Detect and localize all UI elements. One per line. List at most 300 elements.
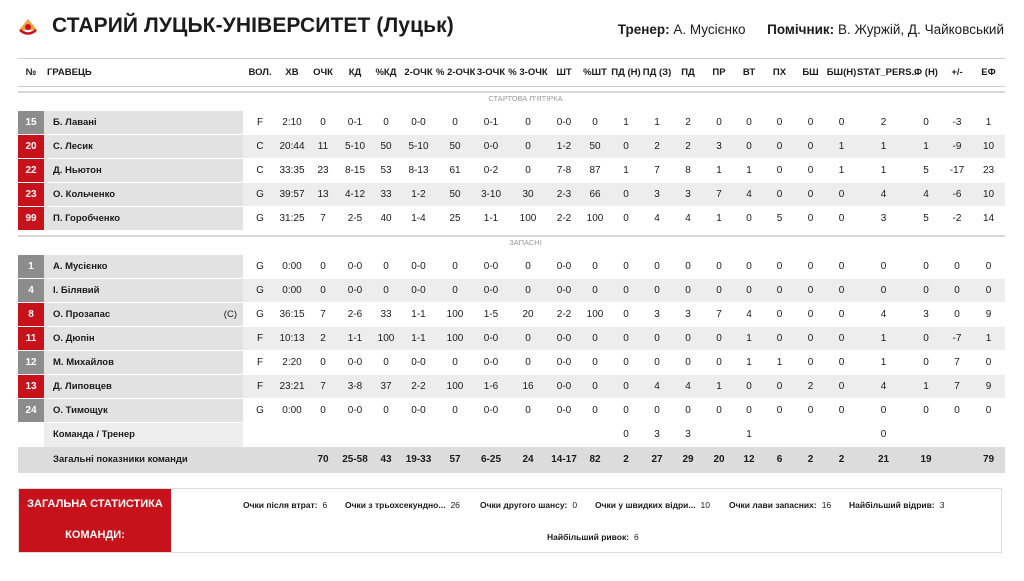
stat-stl: 0 [764,279,795,303]
stat-blka: 0 [826,183,857,207]
player-name[interactable] [44,351,243,375]
stat-ft: 1-2 [548,135,580,159]
coach-stat-oreb: 0 [610,423,642,447]
coach-stat-p2 [401,423,436,447]
player-name-text: А. Мусієнко [53,260,108,272]
player-row[interactable] [18,255,1005,279]
stat-fg: 0-0 [339,399,371,423]
stat-ft: 0-0 [548,351,580,375]
column-header[interactable]: ЕФ [972,59,1005,87]
stat-ast: 7 [704,183,734,207]
stat-pos: F [243,375,277,399]
stat-ft: 0-0 [548,255,580,279]
stat-tov: 4 [734,303,764,327]
stat-p3: 1-5 [474,303,508,327]
stat-p3p: 100 [508,207,548,231]
stat-min: 31:25 [277,207,307,231]
stat-ft: 0-0 [548,279,580,303]
stat-fd: 5 [910,207,942,231]
jersey-number: 23 [18,183,44,207]
jersey-number: 12 [18,351,44,375]
player-name-text: О. Прозапас [53,309,111,320]
stat-pts: 0 [307,255,339,279]
stat-ftp: 100 [580,207,610,231]
stat-p2p: 50 [436,135,474,159]
stat-ftp: 0 [580,279,610,303]
total-stat-p2: 19-33 [401,447,436,473]
stat-ftp: 66 [580,183,610,207]
coach-stat-tov: 1 [734,423,764,447]
stat-tov: 0 [734,135,764,159]
stat-pts: 23 [307,159,339,183]
player-row[interactable] [18,111,1005,135]
stat-dreb: 0 [642,399,672,423]
stat-fg: 4-12 [339,183,371,207]
jersey-number: 24 [18,399,44,423]
coach-stat-eff [972,423,1005,447]
stat-fgp: 0 [371,111,401,135]
stat-fd: 3 [910,303,942,327]
stat-dreb: 4 [642,375,672,399]
stat-min: 33:35 [277,159,307,183]
player-row[interactable] [18,399,1005,423]
stat-p3: 0-0 [474,399,508,423]
stat-ft: 0-0 [548,399,580,423]
stat-stat: 0 [857,279,910,303]
stat-reb: 0 [672,351,704,375]
stat-blka: 0 [826,111,857,135]
summary-tag-line1: ЗАГАЛЬНА СТАТИСТИКА [27,498,163,510]
player-name[interactable] [44,279,243,303]
stat-fgp: 33 [371,303,401,327]
column-header[interactable]: +/- [942,59,972,87]
stat-ast: 0 [704,327,734,351]
stat-p2: 1-1 [401,327,436,351]
stat-blk: 0 [795,399,826,423]
stat-blka: 0 [826,279,857,303]
stat-p3p: 30 [508,183,548,207]
stat-ftp: 0 [580,255,610,279]
column-header[interactable]: Ф (Н) [910,59,942,87]
stat-fgp: 40 [371,207,401,231]
stat-pos: C [243,135,277,159]
stat-p2: 2-2 [401,375,436,399]
total-stat-ast: 20 [704,447,734,473]
column-header[interactable]: % 3-ОЧК [508,59,548,87]
stat-blka: 0 [826,303,857,327]
section-label [18,87,1005,111]
stat-ftp: 0 [580,351,610,375]
stat-pm: -3 [942,111,972,135]
player-row[interactable] [18,135,1005,159]
stat-fg: 0-1 [339,111,371,135]
stat-ast: 3 [704,135,734,159]
player-name[interactable] [44,327,243,351]
stat-p2p: 100 [436,303,474,327]
stat-tov: 0 [734,255,764,279]
stat-p2: 1-2 [401,183,436,207]
column-header[interactable]: % 2-ОЧК [436,59,474,87]
player-name-text: П. Горобченко [53,213,121,224]
stat-p2: 1-4 [401,207,436,231]
column-header[interactable]: БШ [795,59,826,87]
stat-pos: G [243,255,277,279]
stat-stat: 3 [857,207,910,231]
stat-dreb: 7 [642,159,672,183]
stat-ast: 1 [704,207,734,231]
coach-stat-dreb: 3 [642,423,672,447]
total-stat-fd: 19 [910,447,942,473]
stat-tov: 0 [734,399,764,423]
stat-stat: 1 [857,351,910,375]
stat-pm: -9 [942,135,972,159]
stat-eff: 0 [972,255,1005,279]
player-row[interactable] [18,351,1005,375]
stat-p3p: 0 [508,255,548,279]
coach-stat-pts [307,423,339,447]
stat-p2p: 50 [436,183,474,207]
stat-pts: 0 [307,351,339,375]
stat-ftp: 87 [580,159,610,183]
stat-eff: 14 [972,207,1005,231]
stat-pos: G [243,279,277,303]
captain-mark: (C) [223,309,237,320]
player-row[interactable] [18,207,1005,231]
player-row[interactable] [18,327,1005,351]
column-header[interactable]: ПР [704,59,734,87]
stat-eff: 1 [972,327,1005,351]
column-header[interactable]: ПД [672,59,704,87]
column-header[interactable]: БШ(Н) [826,59,857,87]
stat-stat: 1 [857,135,910,159]
assistant-label: Помічник: [767,22,835,37]
stat-fgp: 0 [371,255,401,279]
stat-ast: 0 [704,255,734,279]
totals-label: Загальні показники команди [44,447,243,473]
stat-pts: 2 [307,327,339,351]
stat-reb: 0 [672,279,704,303]
column-header[interactable]: %КД [371,59,401,87]
stat-reb: 2 [672,135,704,159]
total-stat-pos [243,447,277,473]
total-stat-pm [942,447,972,473]
stat-fd: 0 [910,399,942,423]
stat-eff: 1 [972,111,1005,135]
stat-min: 2:10 [277,111,307,135]
stat-reb: 4 [672,207,704,231]
stat-fd: 5 [910,159,942,183]
stat-p2p: 0 [436,255,474,279]
total-stat-dreb: 27 [642,447,672,473]
total-stat-reb: 29 [672,447,704,473]
stat-stl: 1 [764,351,795,375]
jersey-number: 22 [18,159,44,183]
player-row[interactable] [18,375,1005,399]
player-row[interactable] [18,183,1005,207]
column-header[interactable]: ШТ [548,59,580,87]
stat-reb: 0 [672,327,704,351]
player-name[interactable] [44,135,243,159]
stat-p3p: 0 [508,279,548,303]
stat-p2: 0-0 [401,255,436,279]
stat-tov: 1 [734,351,764,375]
section-divider [18,231,1005,255]
stat-p3p: 20 [508,303,548,327]
stat-min: 0:00 [277,255,307,279]
stat-oreb: 1 [610,111,642,135]
column-header[interactable]: № [18,59,44,87]
stat-pm: 0 [942,303,972,327]
stat-eff: 0 [972,399,1005,423]
stat-fg: 3-8 [339,375,371,399]
stat-blka: 0 [826,375,857,399]
stat-ast: 0 [704,399,734,423]
column-header[interactable]: ХВ [277,59,307,87]
total-stat-ft: 14-17 [548,447,580,473]
jersey-number: 15 [18,111,44,135]
stat-stat: 4 [857,303,910,327]
team-header [0,0,1024,58]
stat-blk: 0 [795,183,826,207]
stat-p2: 1-1 [401,303,436,327]
player-name-text: О. Тимощук [53,405,108,416]
coach-number-cell [18,423,44,447]
stat-p3p: 0 [508,135,548,159]
stat-ft: 0-0 [548,111,580,135]
stat-p3: 0-2 [474,159,508,183]
stat-ft: 0-0 [548,327,580,351]
stat-pm: 0 [942,279,972,303]
stat-oreb: 0 [610,135,642,159]
stat-stat: 4 [857,375,910,399]
player-name[interactable] [44,303,243,327]
stat-dreb: 1 [642,111,672,135]
stat-fgp: 0 [371,279,401,303]
total-stat-eff: 79 [972,447,1005,473]
stat-blka: 0 [826,327,857,351]
coach-stat-stat: 0 [857,423,910,447]
column-header[interactable]: STAT_PERS... [857,59,910,87]
stat-oreb: 0 [610,327,642,351]
stat-pts: 0 [307,279,339,303]
coach-stat-ast [704,423,734,447]
stat-blk: 0 [795,111,826,135]
stat-ftp: 0 [580,399,610,423]
stat-p3p: 16 [508,375,548,399]
stat-blk: 0 [795,279,826,303]
stat-pos: F [243,111,277,135]
stat-ast: 0 [704,351,734,375]
player-name-text: М. Михайлов [53,357,114,368]
column-header[interactable]: КД [339,59,371,87]
stat-fd: 0 [910,255,942,279]
stat-eff: 10 [972,183,1005,207]
player-row[interactable] [18,279,1005,303]
summary-pts-3sec: Очки з трьохсекундно... 26 [345,500,460,510]
box-score-table [18,58,1005,473]
section-label [18,231,1005,255]
player-name[interactable] [44,111,243,135]
stat-p3: 0-1 [474,111,508,135]
coach-stat-ftp [580,423,610,447]
stat-fgp: 53 [371,159,401,183]
player-name[interactable] [44,255,243,279]
stat-reb: 3 [672,183,704,207]
stat-pos: F [243,351,277,375]
player-name[interactable] [44,183,243,207]
jersey-number: 20 [18,135,44,159]
stat-dreb: 0 [642,255,672,279]
player-name[interactable] [44,399,243,423]
stat-blka: 1 [826,135,857,159]
stat-fd: 0 [910,279,942,303]
column-header[interactable]: 2-ОЧК [401,59,436,87]
stat-ftp: 0 [580,375,610,399]
coach-row [18,423,1005,447]
stat-pos: G [243,207,277,231]
player-row[interactable] [18,159,1005,183]
coach-stat-p3p [508,423,548,447]
player-name[interactable] [44,375,243,399]
stat-stat: 1 [857,159,910,183]
stat-tov: 0 [734,207,764,231]
stat-oreb: 0 [610,399,642,423]
stat-reb: 8 [672,159,704,183]
stat-pm: -2 [942,207,972,231]
stat-p3p: 0 [508,399,548,423]
stat-stat: 2 [857,111,910,135]
stat-p2p: 100 [436,375,474,399]
totals-row [18,447,1005,473]
player-name-text: О. Дюпін [53,333,95,344]
stat-ftp: 100 [580,303,610,327]
stat-fgp: 33 [371,183,401,207]
jersey-number: 8 [18,303,44,327]
coach-stat-p2p [436,423,474,447]
player-name[interactable] [44,159,243,183]
player-name[interactable] [44,207,243,231]
total-stat-fg: 25-58 [339,447,371,473]
coach-stat-pm [942,423,972,447]
column-header[interactable]: ВОЛ. [243,59,277,87]
summary-bench-points: Очки лави запасних: 16 [729,500,832,510]
stat-ft: 7-8 [548,159,580,183]
stat-dreb: 0 [642,279,672,303]
stat-ftp: 50 [580,135,610,159]
stat-fgp: 0 [371,351,401,375]
table-header-row [18,59,1005,87]
stat-pts: 13 [307,183,339,207]
stat-ast: 1 [704,375,734,399]
stat-eff: 10 [972,135,1005,159]
total-stat-blk: 2 [795,447,826,473]
stat-p2: 5-10 [401,135,436,159]
stat-min: 20:44 [277,135,307,159]
coach-stat-min [277,423,307,447]
stat-min: 0:00 [277,279,307,303]
column-header[interactable]: ГРАВЕЦЬ [44,59,243,87]
stat-ast: 7 [704,303,734,327]
stat-fd: 4 [910,183,942,207]
stat-ft: 2-2 [548,303,580,327]
column-header[interactable]: %ШТ [580,59,610,87]
stat-tov: 0 [734,375,764,399]
stat-pts: 7 [307,303,339,327]
coach-stat-ft [548,423,580,447]
page-title: СТАРИЙ ЛУЦЬК-УНІВЕРСИТЕТ (Луцьк) [52,14,454,37]
stat-oreb: 0 [610,183,642,207]
stat-pm: 0 [942,399,972,423]
stat-p2p: 0 [436,111,474,135]
stat-blka: 0 [826,399,857,423]
stat-pos: G [243,399,277,423]
stat-eff: 9 [972,375,1005,399]
column-header[interactable]: ПД (З) [642,59,672,87]
stat-fgp: 37 [371,375,401,399]
stat-p3p: 0 [508,351,548,375]
stat-fg: 5-10 [339,135,371,159]
stat-pm: 0 [942,255,972,279]
team-summary-panel [18,488,1002,553]
stat-pts: 11 [307,135,339,159]
stat-eff: 0 [972,279,1005,303]
stat-oreb: 0 [610,375,642,399]
stat-ftp: 0 [580,111,610,135]
stat-p2p: 0 [436,399,474,423]
summary-second-chance: Очки другого шансу: 0 [480,500,578,510]
total-stat-oreb: 2 [610,447,642,473]
column-header[interactable]: ВТ [734,59,764,87]
stat-fg: 1-1 [339,327,371,351]
stat-oreb: 0 [610,303,642,327]
stat-ft: 2-2 [548,207,580,231]
stat-p3: 0-0 [474,351,508,375]
jersey-number: 11 [18,327,44,351]
stat-pos: G [243,183,277,207]
stat-eff: 23 [972,159,1005,183]
stat-oreb: 0 [610,279,642,303]
stat-ftp: 0 [580,327,610,351]
column-header[interactable]: 3-ОЧК [474,59,508,87]
stat-ft: 2-3 [548,183,580,207]
column-header[interactable]: ПХ [764,59,795,87]
coach-stat-fgp [371,423,401,447]
player-row[interactable] [18,303,1005,327]
stat-pos: C [243,159,277,183]
stat-eff: 0 [972,351,1005,375]
stat-blka: 0 [826,207,857,231]
stat-ast: 0 [704,279,734,303]
stat-p2: 8-13 [401,159,436,183]
coaches-info [618,22,1004,37]
total-stat-p3: 6-25 [474,447,508,473]
stat-pts: 0 [307,399,339,423]
stat-blk: 0 [795,159,826,183]
team-logo-icon [16,15,40,39]
column-header[interactable]: ОЧК [307,59,339,87]
stat-dreb: 0 [642,327,672,351]
stat-stl: 0 [764,183,795,207]
stat-reb: 0 [672,399,704,423]
stat-ft: 0-0 [548,375,580,399]
column-header[interactable]: ПД (Н) [610,59,642,87]
stat-stat: 1 [857,327,910,351]
stat-dreb: 3 [642,183,672,207]
stat-fd: 0 [910,327,942,351]
stat-blk: 2 [795,375,826,399]
stat-oreb: 0 [610,255,642,279]
stat-fd: 0 [910,111,942,135]
